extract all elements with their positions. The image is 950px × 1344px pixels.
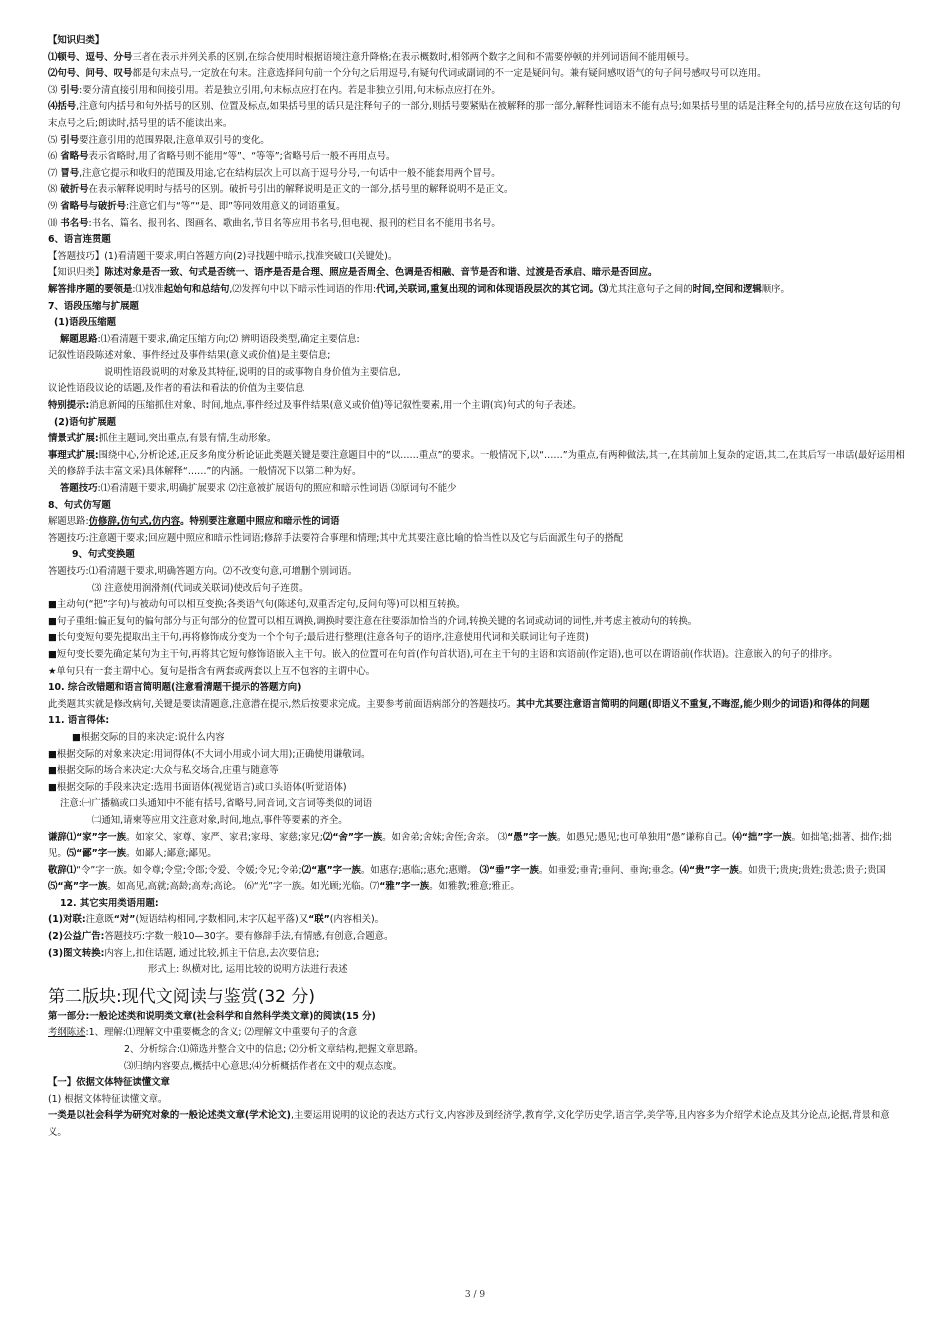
text-span: 10. 综合改错题和语言简明题(注意看清题干提示的答题方向) <box>48 682 302 694</box>
text-span: ⑷“贵”字一族 <box>679 864 739 876</box>
text-line <box>48 50 906 67</box>
reading-section <box>48 1009 906 1142</box>
text-line <box>48 564 906 581</box>
text-span: 【一】依据文体特征读懂文章 <box>48 1077 170 1089</box>
text-span: ⑶ 注意使用润滑剂(代词或关联词)使改后句子连贯。 <box>92 582 309 594</box>
text-line <box>48 863 906 896</box>
text-span: 第一部分:一般论述类和说明类文章(社会科学和自然科学类文章)的阅读(15 分) <box>48 1010 376 1022</box>
text-span: 【答题技巧】(1)看清题干要求,明白答题方向(2)寻找题中暗示,找准突破口(关键处)。 <box>48 250 398 262</box>
text-line <box>48 232 906 249</box>
text-span: 。如贵干;贵庚;贵姓;贵恙;贵子;贵国 <box>738 864 886 876</box>
text-span: ,注意句内括号和句外括号的区别、位置及标点,如果括号里的话只是注释句子的一部分,则括号要紧贴在被解释的那一部分,解释性词语末不能有点号;如果括号里的话是注释全句的,括号应放在这句话的句末点号之后;朗读时,括号里的话不能读出来。 <box>48 101 901 129</box>
text-span: 顺序。 <box>761 283 790 295</box>
text-line <box>48 332 906 349</box>
text-span: 解答排序题的要领是 <box>48 283 133 295</box>
text-span: ★单句只有一套主谓中心。复句是指含有两套或两套以上互不包容的主谓中心。 <box>48 665 376 677</box>
text-span: “令”字一族。如令尊;令堂;令郎;令爱、令媛;令兄;令弟; <box>76 864 302 876</box>
text-span: 时间,空间和逻辑 <box>692 283 762 295</box>
text-span: ⑴顿号、逗号、分号 <box>48 51 133 63</box>
text-span: 。如舍弟;舍妹;舍侄;舍亲。 ⑶ <box>382 831 508 843</box>
text-span: 记叙性语段陈述对象、事件经过及事件结果(意义或价值)是主要信息; <box>48 350 331 362</box>
text-line <box>48 481 906 498</box>
text-span: 12. 其它实用类语用题: <box>60 897 159 909</box>
text-line <box>48 249 906 266</box>
text-line <box>48 680 906 697</box>
section-title: 第二版块:现代文阅读与鉴赏(32 分) <box>48 986 316 1007</box>
text-line <box>48 431 906 448</box>
page-number: 3 / 9 <box>464 1290 486 1300</box>
text-line <box>48 780 906 797</box>
text-span: ,主要运用说明的议论的表达方式行文,内容涉及到经济学,教育学,文化学历史学,语言学,美学等,且内容多为介绍学术论点及其分论点,论据,背景和意义。 <box>48 1110 890 1138</box>
text-span: ■主动句(“把”字句)与被动句可以相互变换;各类语气句(陈述句,双重否定句,反问句等)可以相互转换。 <box>48 599 466 611</box>
text-span: ■长句变短句要先提取出主干句,再将修饰成分变为一个个句子;最后进行整理(注意各句子的语序,注意使用代词和关联词让句子连贯) <box>48 632 589 644</box>
text-span: 省略号与破折号 <box>60 200 126 212</box>
text-line <box>48 133 906 150</box>
text-span: 答题技巧:字数一般10—30字。要有修辞手法,有情感,有创意,合题意。 <box>104 931 394 943</box>
text-span: (3)图文转换: <box>48 947 105 959</box>
text-span: 7、语段压缩与扩展题 <box>48 300 139 312</box>
text-line <box>48 912 906 929</box>
text-line <box>48 747 906 764</box>
text-line <box>48 83 906 100</box>
text-line <box>48 763 906 780</box>
text-span: ,注意它提示和收归的范围及用途,它在结构层次上可以高于逗号分号,一句话中一般不能套用两个冒号。 <box>79 167 501 179</box>
text-span: 。如家父、家尊、家严、家君;家母、家慈;家兄; <box>125 831 323 843</box>
text-span: 解题思路 <box>60 333 98 345</box>
text-span: :注意它们与“等”“是、即”等同效用意义的词语重复。 <box>126 200 346 212</box>
text-span: ⑼ <box>48 200 61 212</box>
text-line <box>48 581 906 598</box>
text-span: :⑴找准 <box>132 283 164 295</box>
text-span: (2)公益广告: <box>48 931 105 943</box>
text-span: :要分清直接引用和间接引用。若是独立引用,句末标点应打在内。若是非独立引用,句末标点应打在外。 <box>79 84 501 96</box>
text-span: 答题技巧:⑴看清题干要求,明确答题方向。⑵不改变句意,可增删个别词语。 <box>48 566 358 577</box>
text-line <box>48 348 906 365</box>
text-span: (1)语段压缩题 <box>54 317 116 329</box>
text-span: “愚”字一族 <box>507 831 557 843</box>
text-span: 引号 <box>60 134 80 146</box>
text-span: 一类是以社会科学为研究对象的一般论述类文章(学术论文) <box>48 1110 291 1122</box>
text-line <box>48 597 906 614</box>
text-span: 。如雅教;雅意;雅正。 <box>429 881 520 893</box>
text-span: 在表示解释说明时与括号的区别。破折号引出的解释说明是正文的一部分,括号里的解释说明不是正文。 <box>88 184 514 196</box>
text-line <box>48 265 906 282</box>
text-span: ⑷括号 <box>48 101 77 113</box>
text-span: 消息新闻的压缩抓住对象、时间,地点,事件经过及事件结果(意义或价值)等记叙性要素,用一个主谓(宾)句式的句子表述。 <box>89 400 582 412</box>
text-span: ㈡通知,请柬等应用文注意对象,时间,地点,事件等要素的齐全。 <box>92 814 348 826</box>
text-span: ⑸“鄙”字一族 <box>66 848 126 860</box>
text-line <box>48 282 906 299</box>
text-span: 注意:㈠广播稿或口头通知中不能有括号,省略号,同音词,文言词等类似的词语 <box>60 798 373 810</box>
text-span: ,⑵发挥句中以下暗示性词语的作用: <box>229 283 377 295</box>
text-span: ■句子重组:偏正复句的偏句部分与正句部分的位置可以相互调换,调换时要注意在往要添加恰当的介词,转换关键的名词或动词的词性,并考虑主被动句的转换。 <box>48 615 698 627</box>
text-span: ■根据交际的手段来决定:选用书面语体(视觉语言)或口头语体(听觉语体) <box>48 781 347 793</box>
text-span: 【知识归类】 <box>48 35 105 46</box>
text-span: ■短句变长要先确定某句为主干句,再将其它短句修饰语嵌入主干句。嵌入的位置可在句首(作句首状语),可在主干句的主语和宾语前(作定语),也可以在谓语前(作状语)。注意嵌入的句子的排序。 <box>48 648 838 660</box>
text-span: :书名、篇名、报刊名、图画名、歌曲名,节目名等应用书名号,但电视、报刊的栏目名不能用书名号。 <box>88 217 501 229</box>
text-line <box>48 299 906 316</box>
text-span: ⑶归纳内容要点,概括中心意思;⑷分析概括作者在文中的观点态度。 <box>124 1060 403 1072</box>
text-span: 注意既 <box>85 914 114 926</box>
text-line <box>48 730 906 747</box>
text-line <box>48 962 906 979</box>
text-span: ⑸ <box>48 134 61 146</box>
text-span: 6、语言连贯题 <box>48 234 111 246</box>
text-line <box>48 315 906 332</box>
text-span: 。如惠存;惠临;;惠允;惠赠。 <box>360 864 480 876</box>
text-span: 尤其注意句子之间的 <box>608 283 693 295</box>
text-line <box>48 498 906 515</box>
text-span: 省略号 <box>60 151 89 163</box>
text-span: (1)对联: <box>48 914 86 926</box>
text-span: 议论性语段议论的话题,及作者的看法和看法的价值为主要信息 <box>48 383 305 395</box>
text-line <box>48 216 906 233</box>
text-span: 2、分析综合:⑴筛选并整合文中的信息; ⑵分析文章结构,把握文章思路。 <box>124 1044 424 1056</box>
text-span: ■根据交际的场合来决定:大众与私交场合,庄重与随意等 <box>48 765 279 777</box>
text-span: (1) 根据文体特征读懂文章。 <box>48 1093 168 1105</box>
text-span: ⑵“舍”字一族 <box>322 831 383 843</box>
text-span: 要注意引用的范围界限,注意单双引号的变化。 <box>79 134 270 146</box>
text-span: 。如高见,高就;高龄;高寿;高论。 ⑹“光”字一族。如光顾;光临。⑺ <box>107 881 380 893</box>
text-span: 起始句和总结句 <box>163 283 230 295</box>
text-span: 考纲陈述 <box>48 1027 86 1039</box>
text-line <box>48 514 906 531</box>
text-span: “联” <box>308 914 330 926</box>
text-span: 说明性语段说明的对象及其特征,说明的目的或事物自身价值为主要信息, <box>104 366 401 378</box>
text-line <box>48 1042 906 1059</box>
document-page <box>48 33 906 1142</box>
text-line <box>48 1059 906 1076</box>
text-line <box>48 896 906 913</box>
text-line <box>48 813 906 830</box>
text-span: “雅”字一族 <box>379 881 430 893</box>
text-span: ⑷“拙”字一族 <box>732 831 792 843</box>
text-span: (短语结构相同,字数相同,末字仄起平落)又 <box>135 914 309 926</box>
text-span: 表示省略时,用了省略号则不能用“等”、“等等”;省略号后一般不再用点号。 <box>88 151 396 163</box>
text-span: :⑴看清题干要求,确定压缩方向;⑵ 辨明语段类型,确定主要信息: <box>97 333 360 345</box>
text-span: 三者在表示并列关系的区别,在综合使用时根据语境注意升降格;在表示概数时,相邻两个数字之间和不需要停顿的并列词语间不能用顿号。 <box>132 51 695 63</box>
text-line <box>48 614 906 631</box>
text-span: 内容上,扣住话题, 通过比较,抓主干信息,去次要信息; <box>104 947 320 959</box>
text-span: ⑵“惠”字一族 <box>301 864 361 876</box>
text-line <box>48 398 906 415</box>
text-span: 谦辞⑴“家”字一族 <box>48 831 126 843</box>
text-line <box>48 166 906 183</box>
text-span: 此类题其实就是修改病句,关键是要读清题意,注意潜在提示,然后按要求完成。主要参考前面语病部分的答题技巧。 <box>48 698 517 710</box>
text-line <box>48 647 906 664</box>
text-line <box>48 1025 906 1042</box>
text-span: 陈述对象是否一致、句式是否统一、语序是否是合理、照应是否周全、色调是否相融、音节是否和谐、过渡是否承启、暗示是否回应。 <box>104 267 658 279</box>
text-line <box>48 713 906 730</box>
text-span: 【知识归类】 <box>48 267 105 279</box>
text-span: ⑵句号、问号、叹号 <box>48 68 133 80</box>
text-span: 8、句式仿写题 <box>48 499 111 511</box>
text-span: 答题技巧:注意题干要求;回应题中照应和暗示性词语;修辞手法要符合事理和情理;其中尤其要注意比喻的恰当性以及它与后面派生句子的搭配 <box>48 532 624 544</box>
text-line <box>48 531 906 548</box>
text-span: 敬辞⑴ <box>48 864 77 876</box>
text-span: ⑺ <box>48 167 61 179</box>
text-span: 事理式扩展: <box>48 449 99 461</box>
text-line <box>48 381 906 398</box>
text-line <box>48 182 906 199</box>
text-span: 情景式扩展: <box>48 433 99 445</box>
text-span: (内容相关)。 <box>329 914 384 926</box>
text-line <box>48 99 906 132</box>
text-span: 9、句式变换题 <box>72 549 135 561</box>
text-span: 。如拙笔;拙著、拙作;拙见。 <box>48 831 892 860</box>
text-line <box>48 946 906 963</box>
text-line <box>48 630 906 647</box>
text-span: ⑻ <box>48 184 61 196</box>
text-line <box>48 830 906 863</box>
text-line <box>48 796 906 813</box>
text-span: 特别提示: <box>48 400 90 412</box>
text-line <box>48 66 906 83</box>
text-span: ■根据交际的对象来决定:用词得体(不大词小用或小词大用);正确使用谦敬词。 <box>48 748 371 760</box>
text-span: 答题技巧 <box>60 483 98 495</box>
text-line <box>48 1092 906 1109</box>
text-line <box>48 664 906 681</box>
text-line <box>48 448 906 481</box>
text-span: 。特别要注意题中照应和暗示性的词语 <box>180 516 340 528</box>
text-span: 代词,关联词,重复出现的词和体现语段层次的其它词。⑶ <box>376 283 609 295</box>
text-span: 解题思路: <box>48 516 89 528</box>
text-span: 。如愚兄;愚见;也可单独用“愚”谦称自己。 <box>556 831 733 843</box>
text-span: ■根据交际的目的来决定:说什么内容 <box>72 731 225 743</box>
text-line <box>48 1108 906 1141</box>
text-span: :⑴看清题干要求,明确扩展要求 ⑵注意被扩展语句的照应和暗示性词语 ⑶原词句不能少 <box>97 483 457 495</box>
text-line <box>48 547 906 564</box>
text-line <box>48 697 906 714</box>
text-line <box>48 929 906 946</box>
text-span: 其中尤其要注意语言简明的问题(即语义不重复,不晦涩,能少则少的词语)和得体的问题 <box>516 698 870 710</box>
text-span: 形式上: 纵横对比, 运用比较的说明方法进行表述 <box>148 964 348 976</box>
text-span: 抓住主题词,突出重点,有景有情,生动形象。 <box>98 433 277 445</box>
text-span: ⑸“高”字一族 <box>48 881 108 893</box>
text-span: ⑶ <box>48 84 61 96</box>
text-span: “对” <box>113 914 136 926</box>
text-span: 破折号 <box>60 184 89 196</box>
text-span: 都是句末点号,一定放在句末。注意选择问句前一个分句之后用逗号,有疑句代词或副词的不一定是疑问句。兼有疑问感叹语气的句子问号感叹号可以连用。 <box>132 68 767 80</box>
text-line <box>48 33 906 50</box>
text-span: 围绕中心,分析论述,正反多角度分析论证此类题关键是要注意题目中的“以……重点”的要求。一般情况下,以“……”为重点,有两种做法,其一,在其前加上复杂的定语,其二,在其后写一串话(最好运用相关的修辞手法丰富文采)具体解释“……”的内涵。一般情况下以第二种为好。 <box>48 449 905 478</box>
text-span: :1、理解:⑴理解文中重要概念的含义; ⑵理解文中重要句子的含意 <box>85 1027 358 1039</box>
text-span: 。如垂爱;垂青;垂问、垂询;垂念。 <box>538 864 680 876</box>
text-span: 11. 语言得体: <box>48 715 110 727</box>
text-line <box>48 1009 906 1026</box>
text-span: ⑹ <box>48 151 61 163</box>
text-line <box>48 365 906 382</box>
text-span: ⑶“垂”字一族 <box>479 864 539 876</box>
text-span: 书名号 <box>60 217 89 229</box>
text-span: ⑽ <box>48 217 61 229</box>
text-line <box>48 149 906 166</box>
text-line <box>48 1075 906 1092</box>
grammar-notes-section <box>48 33 906 979</box>
text-line <box>48 415 906 432</box>
text-span: 引号 <box>60 84 80 96</box>
text-span: 冒号 <box>60 167 80 179</box>
text-span: (2)语句扩展题 <box>54 416 116 428</box>
text-span: 仿修辞,仿句式,仿内容 <box>88 516 181 528</box>
text-line <box>48 199 906 216</box>
text-span: 。如鄙人;鄙意;鄙见。 <box>125 848 217 860</box>
